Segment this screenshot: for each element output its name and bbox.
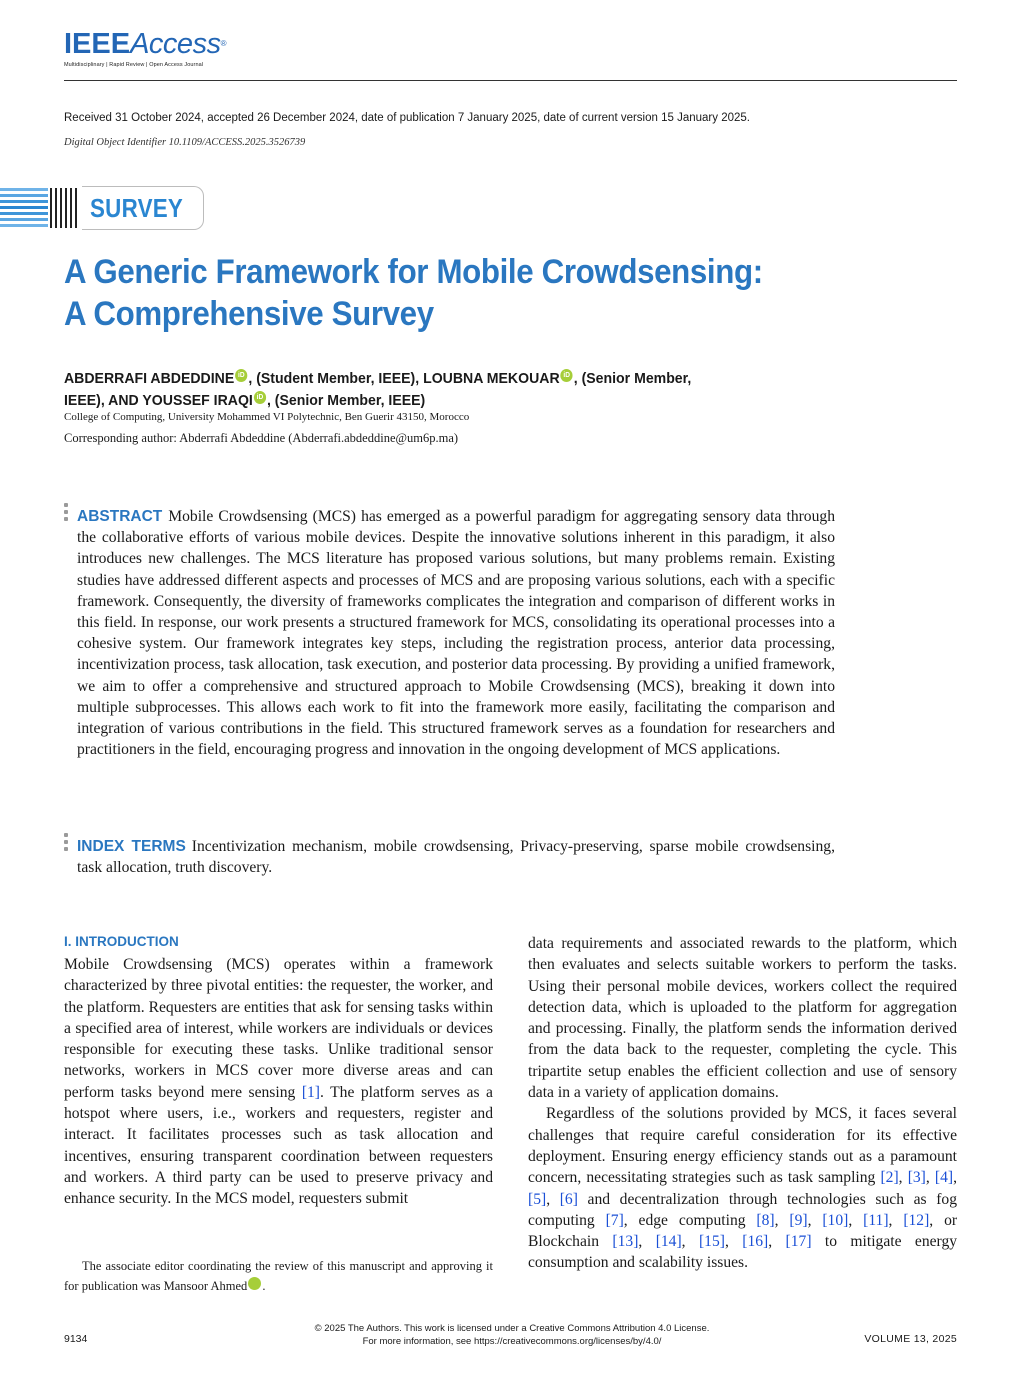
citation-link[interactable]: [11] — [863, 1211, 889, 1229]
author-line-1 — [64, 368, 910, 390]
index-terms — [77, 836, 835, 878]
license-line-1: © 2025 The Authors. This work is licensed under a Creative Commons Attribution 4.0 License. — [314, 1323, 710, 1334]
badge-stripes-graphic — [0, 186, 48, 230]
doi-line: Digital Object Identifier 10.1109/ACCESS.2025.3526739 — [64, 137, 306, 148]
citation-link[interactable]: [6] — [559, 1190, 578, 1208]
intro-paragraph-2 — [528, 1103, 957, 1273]
author-2-role-cont: IEEE), — [64, 392, 105, 409]
header-divider — [64, 80, 957, 81]
separator: , — [774, 1211, 790, 1229]
author-line-2 — [64, 390, 910, 412]
section-heading-introduction: I. INTRODUCTION — [64, 934, 179, 949]
abstract-dots-marker — [64, 503, 68, 524]
volume-label: VOLUME 13, 2025 — [864, 1333, 957, 1345]
corresponding-author: Corresponding author: Abderrafi Abdeddine (Abderrafi.abdeddine@um6p.ma) — [64, 431, 459, 445]
index-terms-dots-marker — [64, 833, 68, 854]
citation-link[interactable]: [10] — [822, 1211, 849, 1229]
affiliation: College of Computing, University Mohammed VI Polytechnic, Ben Guerir 43150, Morocco — [64, 411, 470, 423]
logo-tagline: Multidisciplinary | Rapid Review | Open Access Journal — [64, 62, 204, 68]
citation-link[interactable]: [1] — [301, 1083, 320, 1101]
separator: , — [724, 1233, 743, 1251]
abstract — [77, 506, 835, 760]
author-3-role: , (Senior Member, IEEE) — [266, 392, 426, 409]
citation-link[interactable]: [15] — [698, 1233, 725, 1251]
paper-title — [64, 251, 944, 335]
orcid-icon[interactable]: iD — [254, 391, 266, 404]
logo-trademark: ® — [220, 39, 227, 48]
index-terms-label: INDEX TERMS — [77, 838, 186, 855]
citation-link[interactable]: [14] — [655, 1233, 682, 1251]
license-line-2[interactable]: For more information, see https://creativecommons.org/licenses/by/4.0/ — [362, 1336, 662, 1347]
intro-p2-text-b: and decentralization through technologies such as fog computing — [528, 1190, 958, 1229]
index-terms-text: Incentivization mechanism, mobile crowdsensing, Privacy-preserving, sparse mobile crowdsensing, task allocation, truth discovery. — [77, 838, 835, 877]
citation-link[interactable]: [7] — [605, 1211, 624, 1229]
intro-left-column — [64, 954, 493, 1210]
intro-p2-text-e: to mitigate energy consumption and scalability issues. — [528, 1233, 958, 1272]
intro-p2-text-a: Regardless of the solutions provided by MCS, it faces several challenges that require careful consideration for its effective deployment. Ensuring energy efficiency stands out as a paramount concern, necessitating strategies such as task sampling — [528, 1105, 957, 1187]
abstract-label: ABSTRACT — [77, 508, 163, 525]
citation-link[interactable]: [4] — [934, 1169, 954, 1187]
citation-link[interactable]: [3] — [907, 1169, 926, 1187]
page-number: 9134 — [64, 1333, 88, 1345]
author-2-role: , (Senior Member, — [573, 370, 692, 387]
title-line-1: A Generic Framework for Mobile Crowdsensing: — [64, 253, 763, 291]
separator: , — [807, 1211, 823, 1229]
orcid-icon[interactable]: iD — [248, 1277, 261, 1290]
orcid-icon[interactable]: iD — [561, 369, 573, 382]
author-3-name: YOUSSEF IRAQI — [142, 392, 253, 409]
citation-link[interactable]: [9] — [789, 1211, 808, 1229]
editor-footnote-text — [64, 1256, 493, 1296]
intro-right-column — [528, 933, 957, 1274]
citation-link[interactable]: [5] — [528, 1190, 547, 1208]
editor-text: The associate editor coordinating the review of this manuscript and approving it for publication was Mansoor Ahmed — [64, 1259, 493, 1293]
separator: , — [546, 1190, 560, 1208]
title-line-2: A Comprehensive Survey — [64, 295, 434, 333]
separator: , — [768, 1233, 786, 1251]
intro-p1-text-b: . The platform serves as a hotspot where users, i.e., workers and requesters, register and interact. It facilitates processes such as task allocation and incentives, ensuring transparent coordination between requesters and workers. A third party can be used to preserve privacy and enhance security. In the MCS model, requesters submit — [64, 1083, 493, 1208]
author-1-name: ABDERRAFI ABDEDDINE — [64, 370, 235, 387]
orcid-icon[interactable]: iD — [235, 369, 247, 382]
intro-p2-text-d: , or Blockchain — [528, 1211, 958, 1251]
intro-paragraph-1-cont: data requirements and associated rewards to the platform, which then evaluates and selects suitable workers to perform the tasks. Using their personal mobile devices, workers collect the required detection data, which is uploaded to the platform for aggregation and processing. Finally, the platform sends the information derived from the data back to the requester, completing the cycle. This tripartite setup enables the efficient collection and use of sensory data in a variety of application domains. — [528, 935, 957, 1102]
badge-bars-graphic — [48, 186, 82, 230]
badge-label: SURVEY — [90, 193, 184, 223]
editor-footnote — [64, 1256, 493, 1296]
survey-badge — [0, 186, 206, 230]
citation-link[interactable]: [12] — [903, 1211, 930, 1229]
received-dates: Received 31 October 2024, accepted 26 December 2024, date of publication 7 January 2025, date of current version 15 January 2025. — [64, 112, 750, 124]
logo-access-text: Access — [130, 28, 221, 60]
logo-ieee-text: IEEE — [64, 28, 131, 60]
author-list — [64, 368, 964, 412]
citation-link[interactable]: [8] — [756, 1211, 775, 1229]
citation-link[interactable]: [17] — [785, 1233, 812, 1251]
separator: , — [953, 1169, 957, 1187]
separator: , — [898, 1169, 908, 1187]
abstract-text: Mobile Crowdsensing (MCS) has emerged as a powerful paradigm for aggregating sensory data through the collaborative efforts of various mobile devices. Despite the innovative solutions inherent in this paradigm, it also introduces new challenges. The MCS literature has proposed various solutions, but many problems remain. Existing studies have addressed different aspects and processes of MCS and are proposing various solutions, each with a specific framework. Consequently, the diversity of frameworks complicates the integration and comparison of different works in this field. In response, our work presents a structured framework for MCS, consolidating its operational processes into a cohesive system. Our framework integrates key steps, including the registration process, anterior data processing, incentivization process, task allocation, task execution, and posterior data processing. By providing a unified framework, we aim to offer a comprehensive and structured approach to Mobile Crowdsensing (MCS), breaking it down into multiple subprocesses. This allows each work to fit into the framework more easily, facilitating the comparison and integration of various contributions in the field. This structured framework serves as a foundation for researchers and practitioners in the field, encouraging progress and innovation in the ongoing development of MCS applications. — [77, 508, 835, 759]
citation-link[interactable]: [2] — [880, 1169, 899, 1187]
separator: , — [681, 1233, 699, 1251]
editor-text-end: . — [262, 1279, 266, 1293]
separator: , — [848, 1211, 864, 1229]
separator: , — [888, 1211, 904, 1229]
author-2-name: LOUBNA MEKOUAR — [423, 370, 560, 387]
separator: , — [638, 1233, 656, 1251]
intro-p1-text-a: Mobile Crowdsensing (MCS) operates within a framework characterized by three pivotal entities: the requester, the worker, and the platform. Requesters are entities that ask for sensing tasks within a specified area of interest, while workers are individuals or devices responsible for executing these tasks. Unlike traditional sensor networks, workers in MCS cover more diverse areas and can perform tasks beyond mere sensing — [64, 956, 493, 1101]
citation-link[interactable]: [13] — [612, 1233, 639, 1251]
author-3-prefix: AND — [108, 392, 139, 409]
author-1-role: , (Student Member, IEEE), — [248, 370, 420, 387]
ieee-access-logo — [64, 28, 226, 74]
citation-link[interactable]: [16] — [742, 1233, 769, 1251]
intro-paragraph-1 — [64, 954, 493, 1210]
intro-p2-text-c: , edge computing — [623, 1211, 757, 1229]
separator: , — [925, 1169, 935, 1187]
